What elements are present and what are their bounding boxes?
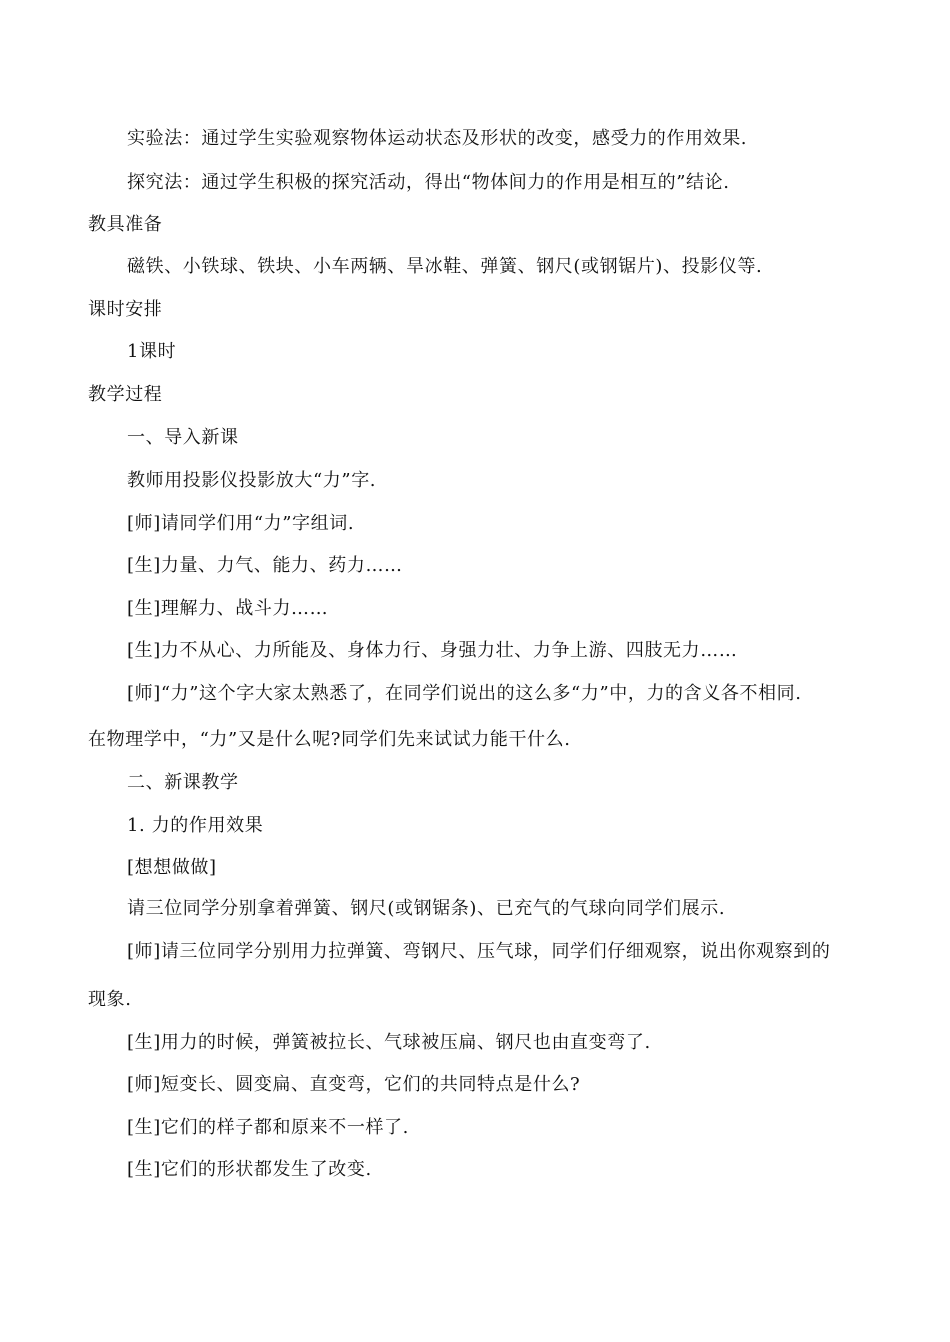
- dialogue-line: [生]用力的时候，弹簧被拉长、气球被压扁、钢尺也由直变弯了.: [127, 1032, 651, 1053]
- dialogue-line-continued: 在物理学中，“力”又是什么呢?同学们先来试试力能干什么.: [88, 729, 571, 750]
- dialogue-line: [师]请同学们用“力”字组词.: [127, 513, 355, 534]
- dialogue-line: [生]力不从心、力所能及、身体力行、身强力壮、力争上游、四肢无力……: [127, 640, 738, 661]
- subsection-force-effect: 1. 力的作用效果: [127, 815, 264, 836]
- paragraph: 请三位同学分别拿着弹簧、钢尺(或钢锯条)、已充气的气球向同学们展示.: [127, 898, 726, 919]
- dialogue-line: [师]请三位同学分别用力拉弹簧、弯钢尺、压气球，同学们仔细观察，说出你观察到的: [127, 941, 831, 962]
- dialogue-line: [生]力量、力气、能力、药力……: [127, 555, 403, 576]
- heading-teaching-process: 教学过程: [88, 384, 163, 405]
- activity-label: [想想做做]: [127, 857, 217, 878]
- heading-teaching-aids: 教具准备: [88, 214, 163, 235]
- dialogue-line: [师]短变长、圆变扁、直变弯，它们的共同特点是什么?: [127, 1074, 581, 1095]
- method-experiment: 实验法：通过学生实验观察物体运动状态及形状的改变，感受力的作用效果.: [127, 128, 748, 149]
- method-inquiry: 探究法：通过学生积极的探究活动，得出“物体间力的作用是相互的”结论.: [127, 172, 730, 193]
- schedule-value: 1课时: [127, 341, 177, 362]
- dialogue-line: [生]它们的样子都和原来不一样了.: [127, 1117, 409, 1138]
- dialogue-line-continued: 现象.: [88, 989, 132, 1010]
- section-new-lesson: 二、新课教学: [127, 772, 239, 793]
- heading-schedule: 课时安排: [88, 299, 163, 320]
- dialogue-line: [师]“力”这个字大家太熟悉了，在同学们说出的这么多“力”中，力的含义各不相同.: [127, 683, 802, 704]
- dialogue-line: [生]它们的形状都发生了改变.: [127, 1159, 372, 1180]
- paragraph: 教师用投影仪投影放大“力”字.: [127, 470, 377, 491]
- teaching-aids-list: 磁铁、小铁球、铁块、小车两辆、旱冰鞋、弹簧、钢尺(或钢锯片)、投影仪等.: [127, 256, 763, 277]
- dialogue-line: [生]理解力、战斗力……: [127, 598, 329, 619]
- section-intro: 一、导入新课: [127, 427, 239, 448]
